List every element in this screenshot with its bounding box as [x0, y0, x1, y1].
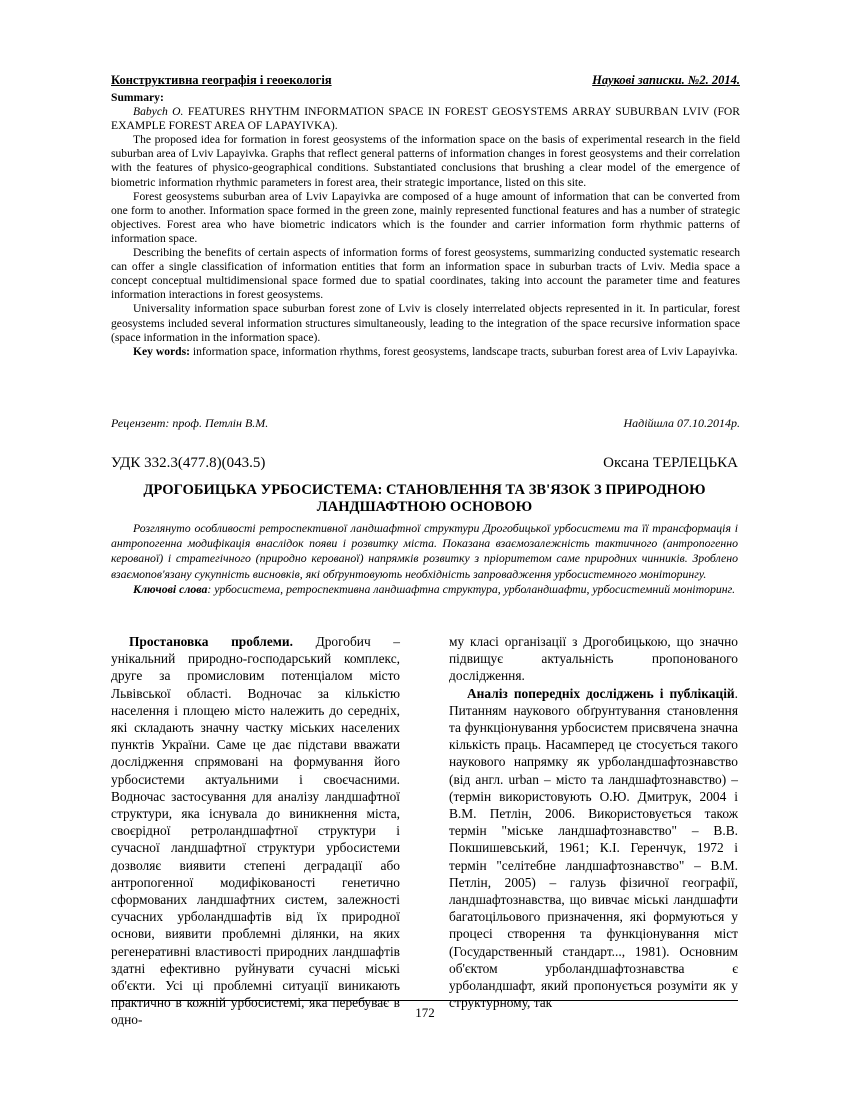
abstract-keywords-label: Ключові слова [133, 581, 208, 596]
udk-code: УДК 332.3(477.8)(043.5) [111, 455, 266, 471]
body-column-right [449, 633, 738, 1011]
summary-keywords-label: Key words: [133, 344, 190, 358]
header-journal-issue: Наукові записки. №2. 2014. [592, 73, 740, 87]
body-column-left [111, 633, 400, 1029]
right-column-paragraph [449, 685, 738, 1012]
left-column-paragraph [111, 633, 400, 1029]
abstract-keywords-text: : урбосистема, ретроспективна ландшафтна структура, урболандшафти, урбосистемний моніторинг. [207, 581, 736, 596]
summary-keywords [111, 345, 740, 359]
summary-paragraph-3: Describing the benefits of certain aspects of information forms of forest geosystems, summarizing conducted systematic research can offer a single classification of information entities that form an information space in suburban tracts of Lviv. Media space a concept conceptual multidimensional space formed due to spatial coordinates, taking into account the parameter time and features information interactions in forest geosystems. [111, 246, 740, 302]
reviewer-name: Рецензент: проф. Петлін В.М. [111, 416, 269, 430]
footer-rule [111, 1000, 738, 1001]
summary-author: Babych O. [133, 105, 184, 119]
article-title: ДРОГОБИЦЬКА УРБОСИСТЕМА: СТАНОВЛЕННЯ ТА ЗВ'ЯЗОК З ПРИРОДНОЮ ЛАНДШАФТНОЮ ОСНОВОЮ [143, 482, 706, 515]
received-date: Надійшла 07.10.2014р. [623, 416, 740, 430]
summary-keywords-text: information space, information rhythms, forest geosystems, landscape tracts, suburban forest area of Lviv Lapayivka. [192, 344, 738, 358]
summary-paragraph-4: Universality information space suburban forest zone of Lviv is closely interrelated objects represented in it. In particular, forest geosystems included several information structures simultaneously, leading to the integration of the space recursive information space (space information in the information space). [111, 302, 740, 344]
section-heading-analysis: Аналіз попередніх досліджень і публікацій [467, 685, 735, 701]
right-column-continuation: му класі організації з Дрогобицькою, що значно підвищує актуальність пропонованого дослідження. [449, 634, 738, 684]
article-author: Оксана ТЕРЛЕЦЬКА [603, 455, 738, 471]
summary-label: Summary: [111, 91, 164, 104]
article-abstract [111, 521, 738, 597]
summary-title: FEATURES RHYTHM INFORMATION SPACE IN FOREST GEOSYSTEMS ARRAY SUBURBAN LVIV (FOR EXAMPLE FOREST AREA OF LAPAYIVKA). [111, 105, 740, 133]
reviewer-line [111, 416, 740, 431]
header-section-title: Конструктивна географія і геоекологія [111, 73, 332, 87]
page-number: 172 [415, 1005, 435, 1020]
english-summary [111, 91, 740, 359]
summary-title-line [111, 105, 740, 133]
article-meta [111, 455, 738, 472]
summary-paragraph-2: Forest geosystems suburban area of Lviv Lapayivka are composed of a huge amount of information that can be converted from one form to another. Information space formed in the green zone, mainly represented functional features and has a number of strategic objectives. Forest area who have biometric indicators which is the founder and carrier information form rhythmic patterns of information space. [111, 189, 740, 245]
running-header [111, 73, 740, 87]
abstract-keywords [111, 582, 738, 597]
section-heading-problem: Простановка проблеми. [129, 634, 293, 649]
abstract-text: Розглянуто особливості ретроспективної ландшафтної структури Дрогобицької урбосистеми та її трансформація і антропогенна модифікація внаслідок появи і розвитку міста. Показана взаємозалежність тактичного (антропогенно керованої) і стратегічного (природно керованої) напрямків розвитку з пріоритетом саме природних чинників. Зроблено взаємопов'язану сукупність висновків, які обґрунтовують необхідність запровадження урбосистемного моніторингу. [111, 521, 738, 581]
right-column-text: . Питанням наукового обґрунтування становлення та функціонування урбосистем присвячена значна кількість праць. Насамперед це стосується такого наукового напрямку як урболандшафтознавство (від англ. urban – місто та ландшафтознавство) – (термін використовують О.Ю. Дмитрук, 2004 і В.М. Петлін, 2006. Використовується також термін "міське ландшафтознавство" – В.В. Покшишевський, 1961; К.І. Геренчук, 1972 і термін "селітебне ландшафтознавство" – В.М. Петлін, 2005) – галузь фізичної географії, ландшафтознавства, що вивчає міські ландшафти багатоцільового призначення, які формуються у процесі створення та функціонування міст (Государственный стандарт..., 1981). Основним об'єктом урболандшафтознавства є урболандшафт, який пропонується розуміти як у структурному, так [449, 685, 738, 1011]
left-column-text: Дрогобич – унікальний природно-господарський комплекс, друге за промисловим потенціалом місто Львівської області. Водночас за кількістю населення і площею місто належить до середніх, які складають значну частку міських населених пунктів України. Саме це дає підстави вважати дослідження спрямовані на формування його урбосистеми актуальними і своєчасними. Водночас застосування для аналізу ландшафтної структури, яка існувала до виникнення міста, своєрідної ретроландшафтної структури і сучасної ландшафтної структури урбосистеми дозволяє виявити степені деградації або антропогенної модифікованості генетично сформованих ландшафтних систем, залежності сучасних урболандшафтів від їх природної основи, виявити проблемні ділянки, на яких регенеративні властивості природних ландшафтів здатні ефективно руйнувати сучасні міські об'єкти. Усі ці проблемні ситуації виникають практично в кожній урбосистемі, яка перебуває в одно- [111, 634, 400, 1028]
summary-paragraph-1: The proposed idea for formation in forest geosystems of the information space on the basis of experimental research in the field suburban area of Lviv Lapayivka. Graphs that reflect general patterns of information changes in forest geosystems and their correlation with the features of physico-geographical conditions. Substantiated conclusions that brushing a clear model of the emergence of biometric information rhythmic parameters in forest area, their strategic importance, listed on this site. [111, 133, 740, 189]
